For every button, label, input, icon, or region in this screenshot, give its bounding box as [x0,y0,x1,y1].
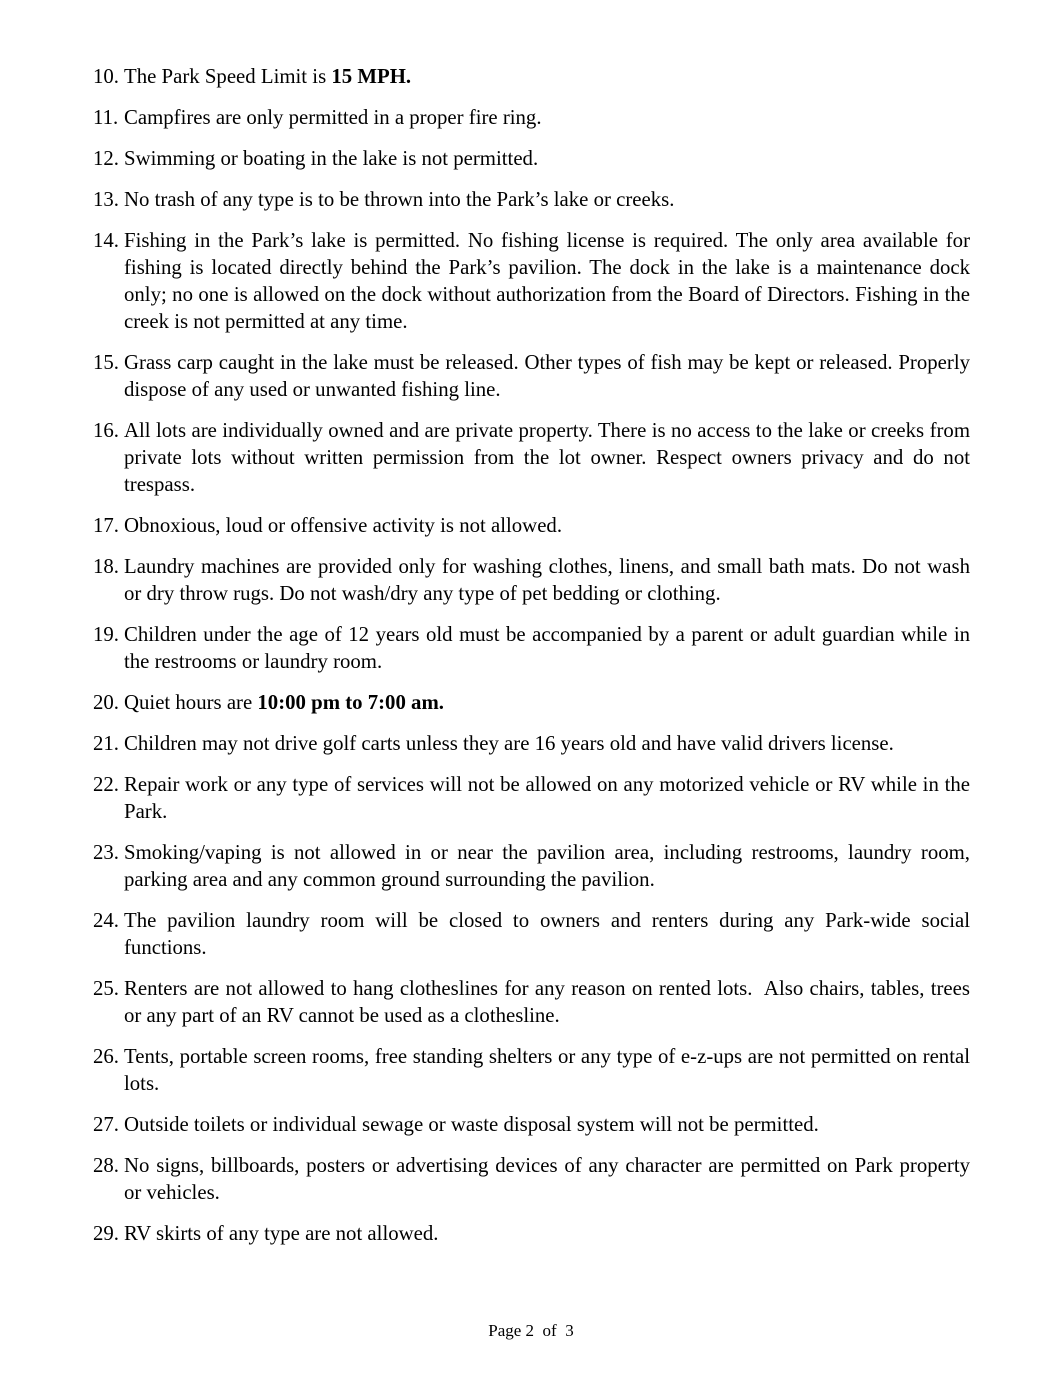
rule-text: Campfires are only permitted in a proper fire ring. [124,106,542,129]
rule-item [93,512,970,539]
rule-number: 17. [93,514,119,537]
rule-text: The pavilion laundry room will be closed to owners and renters during any Park-wide social functions. [124,909,970,959]
rule-text: Swimming or boating in the lake is not permitted. [124,147,539,170]
rule-item [93,907,970,961]
rule-text: Obnoxious, loud or offensive activity is not allowed. [124,514,563,537]
rule-number: 12. [93,147,119,170]
rule-number: 21. [93,732,119,755]
rule-item [93,553,970,607]
rule-number: 22. [93,773,119,796]
rule-number: 11. [93,106,119,129]
rule-text: Tents, portable screen rooms, free standing shelters or any type of e-z-ups are not permitted on rental lots. [124,1045,970,1095]
rule-number: 23. [93,841,119,864]
rule-item [93,145,970,172]
rule-number: 16. [93,419,119,442]
rule-text: RV skirts of any type are not allowed. [124,1222,439,1245]
rule-text: Renters are not allowed to hang clotheslines for any reason on rented lots. Also chairs, tables, trees or any part of an RV cannot be used as a clothesline. [124,977,970,1027]
rule-number: 24. [93,909,119,932]
page-footer: Page 2 of 3 [488,1321,574,1340]
rule-text: All lots are individually owned and are private property. There is no access to the lake or creeks from private lots without written permission from the lot owner. Respect owners privacy and do not trespass. [124,419,970,496]
rule-item [93,1220,970,1247]
rule-item [93,349,970,403]
rule-item [93,689,970,716]
rule-text: No signs, billboards, posters or advertising devices of any character are permitted on Park property or vehicles. [124,1154,970,1204]
rule-item [93,227,970,335]
rule-text: No trash of any type is to be thrown into the Park’s lake or creeks. [124,188,675,211]
rule-item [93,839,970,893]
rule-text: Grass carp caught in the lake must be released. Other types of fish may be kept or released. Properly dispose of any used or unwanted fishing line. [124,351,970,401]
rule-text: Children may not drive golf carts unless they are 16 years old and have valid drivers license. [124,732,894,755]
rule-number: 29. [93,1222,119,1245]
rule-number: 15. [93,351,119,374]
rule-number: 26. [93,1045,119,1068]
rule-number: 19. [93,623,119,646]
rule-text: Smoking/vaping is not allowed in or near the pavilion area, including restrooms, laundry room, parking area and any common ground surrounding the pavilion. [124,841,970,891]
rule-item [93,771,970,825]
rule-item [93,186,970,213]
rules-list [93,63,970,1261]
rule-item [93,63,970,90]
rule-item [93,104,970,131]
rule-number: 20. [93,691,119,714]
rule-number: 18. [93,555,119,578]
rule-number: 25. [93,977,119,1000]
rule-text: Laundry machines are provided only for washing clothes, linens, and small bath mats. Do not wash or dry throw rugs. Do not wash/dry any type of pet bedding or clothing. [124,555,970,605]
rule-text: Children under the age of 12 years old must be accompanied by a parent or adult guardian while in the restrooms or laundry room. [124,623,970,673]
rule-item [93,1111,970,1138]
rule-number: 14. [93,229,119,252]
rule-text: Quiet hours are 10:00 pm to 7:00 am. [124,691,444,714]
rule-number: 27. [93,1113,119,1136]
rule-text: Repair work or any type of services will not be allowed on any motorized vehicle or RV while in the Park. [124,773,970,823]
rule-item [93,730,970,757]
rule-text: Outside toilets or individual sewage or waste disposal system will not be permitted. [124,1113,819,1136]
rule-number: 13. [93,188,119,211]
rule-item [93,621,970,675]
rule-number: 10. [93,65,119,88]
rule-item [93,417,970,498]
rule-text: Fishing in the Park’s lake is permitted. No fishing license is required. The only area available for fishing is located directly behind the Park’s pavilion. The dock in the lake is a maintenance dock only; no one is allowed on the dock without authorization from the Board of Directors. Fishing in the creek is not permitted at any time. [124,229,970,333]
rule-item [93,1152,970,1206]
rule-item [93,1043,970,1097]
rule-number: 28. [93,1154,119,1177]
rule-item [93,975,970,1029]
rule-text: The Park Speed Limit is 15 MPH. [124,65,412,88]
